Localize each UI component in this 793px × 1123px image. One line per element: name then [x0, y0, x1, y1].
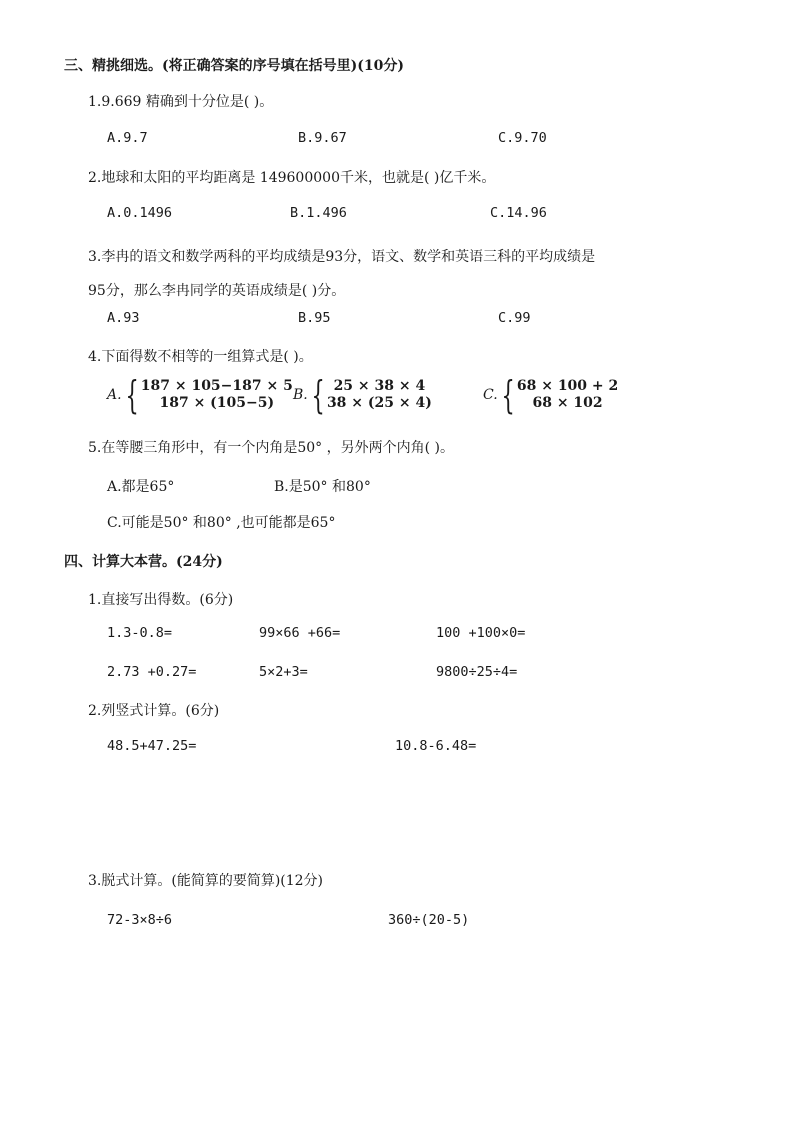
q5-option-a: A.都是65° [107, 479, 175, 495]
q4-option-a-line1: 187 × 105−187 × 5 [140, 378, 293, 394]
q1-option-a: A.9.7 [107, 130, 148, 146]
part-3-title: 3.脱式计算。(能简算的要简算)(12分) [88, 873, 324, 889]
curly-brace-icon: { [311, 373, 325, 417]
question-1-stem: 1.9.669 精确到十分位是( )。 [88, 94, 274, 110]
q4-option-b-line2: 38 × (25 × 4) [326, 395, 432, 411]
q1-option-b: B.9.67 [298, 130, 347, 146]
q5-option-c: C.可能是50° 和80° ,也可能都是65° [107, 515, 336, 531]
q4-option-a-line2: 187 × (105−5) [159, 395, 275, 411]
section-4-heading: 四、计算大本营。(24分) [64, 554, 223, 570]
q5-option-b: B.是50° 和80° [274, 479, 371, 495]
q3-option-a: A.93 [107, 310, 140, 326]
q4-option-b-label: B. [293, 387, 308, 403]
q4-option-a-label: A. [107, 387, 122, 403]
mental-calc-6: 9800÷25÷4= [436, 664, 518, 680]
q4-option-c-line2: 68 × 102 [532, 395, 603, 411]
q4-option-c [483, 373, 619, 417]
step-calc-2: 360÷(20-5) [388, 912, 470, 928]
section-3-heading: 三、精挑细选。(将正确答案的序号填在括号里)(10分) [64, 58, 404, 74]
q4-option-c-label: C. [483, 387, 498, 403]
q4-option-a [107, 373, 293, 417]
step-calc-1: 72-3×8÷6 [107, 912, 173, 928]
curly-brace-icon: { [501, 373, 515, 417]
q4-option-b-line1: 25 × 38 × 4 [333, 378, 426, 394]
vertical-calc-1: 48.5+47.25= [107, 738, 197, 754]
part-1-title: 1.直接写出得数。(6分) [88, 592, 234, 608]
question-5-stem: 5.在等腰三角形中，有一个内角是50° ，另外两个内角( )。 [88, 440, 454, 456]
q3-option-c: C.99 [498, 310, 531, 326]
vertical-calc-2: 10.8-6.48= [395, 738, 477, 754]
curly-brace-icon: { [125, 373, 139, 417]
q2-option-b: B.1.496 [290, 205, 347, 221]
mental-calc-1: 1.3-0.8= [107, 625, 173, 641]
mental-calc-2: 99×66 +66= [259, 625, 341, 641]
q4-option-b [293, 373, 432, 417]
q4-option-c-line1: 68 × 100 + 2 [516, 378, 619, 394]
question-3-stem-line2: 95分，那么李冉同学的英语成绩是( )分。 [88, 283, 346, 299]
mental-calc-3: 100 +100×0= [436, 625, 526, 641]
q2-option-a: A.0.1496 [107, 205, 173, 221]
part-2-title: 2.列竖式计算。(6分) [88, 703, 220, 719]
question-3-stem-line1: 3.李冉的语文和数学两科的平均成绩是93分，语文、数学和英语三科的平均成绩是 [88, 249, 596, 265]
q2-option-c: C.14.96 [490, 205, 547, 221]
mental-calc-5: 5×2+3= [259, 664, 308, 680]
question-4-stem: 4.下面得数不相等的一组算式是( )。 [88, 349, 313, 365]
mental-calc-4: 2.73 +0.27= [107, 664, 197, 680]
q3-option-b: B.95 [298, 310, 331, 326]
question-2-stem: 2.地球和太阳的平均距离是 149600000千米，也就是( )亿千米。 [88, 170, 496, 186]
q1-option-c: C.9.70 [498, 130, 547, 146]
